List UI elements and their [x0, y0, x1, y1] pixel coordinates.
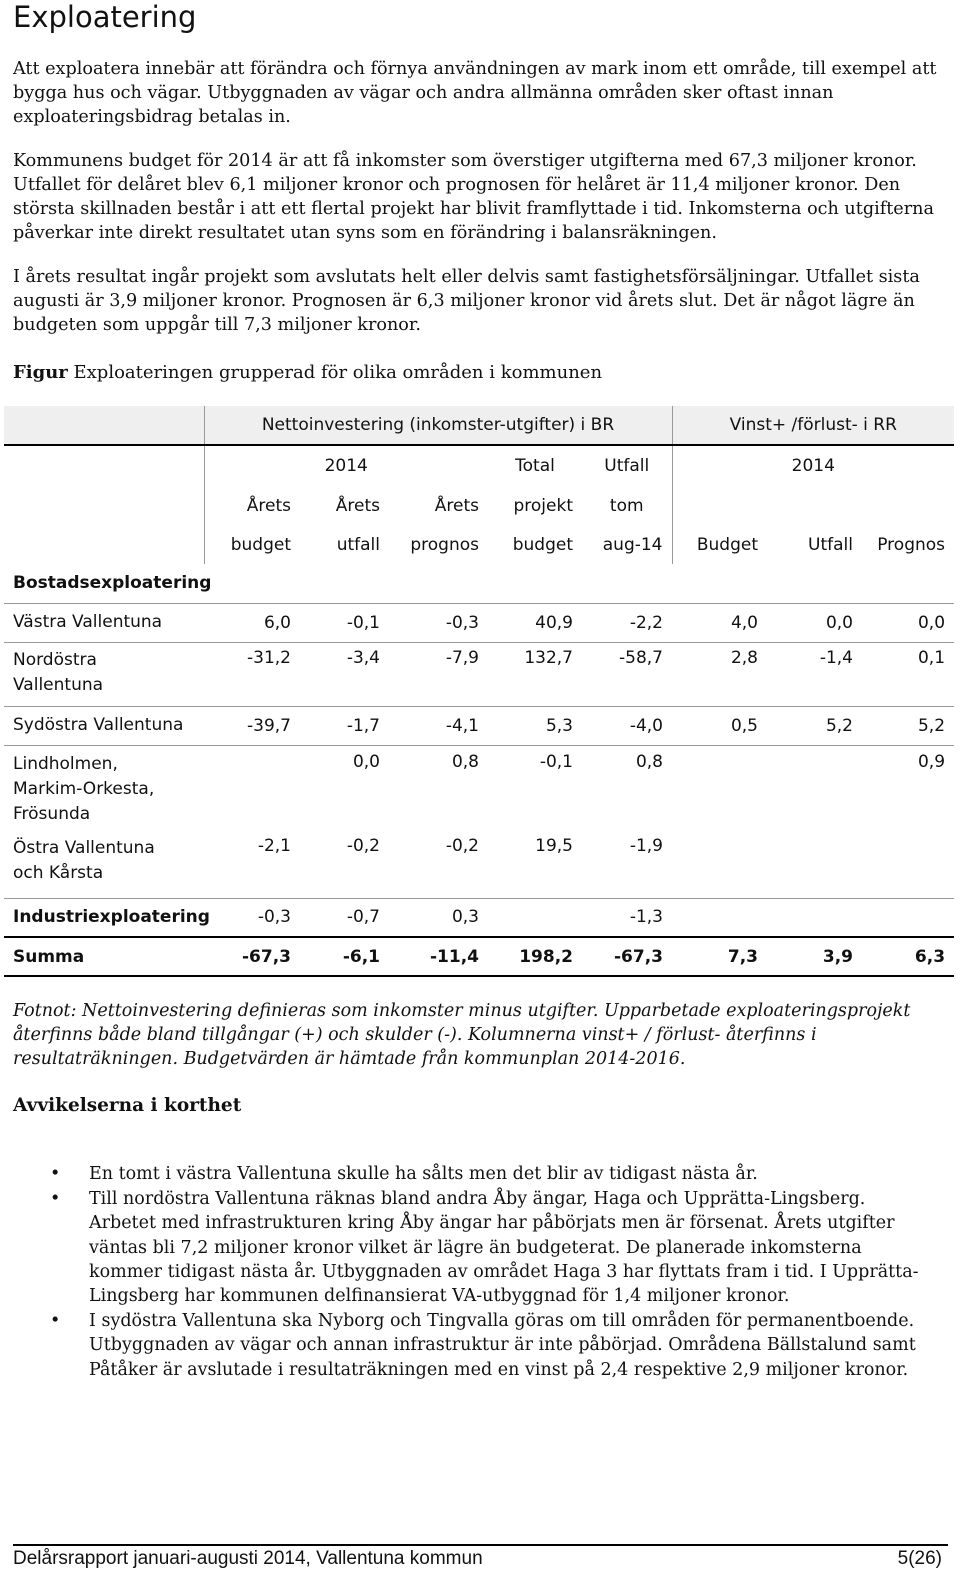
- footer-divider: [13, 1544, 948, 1546]
- header-prognos: prognos: [410, 534, 479, 555]
- table-row: Nordöstra Vallentuna -31,2 -3,4 -7,9 132,7 -58,7 2,8 -1,4 0,1: [4, 642, 954, 706]
- list-item: • I sydöstra Vallentuna ska Nyborg och Tingvalla göras om till områden för permanentboende. Utbyggnaden av vägar och annan infrastruktur är inte påbörjad. Områdena Bällstalund samt Påtåker är avslutade i resultaträkningen med en vinst på 2,4 respektive 2,9 miljoner kronor.: [50, 1311, 916, 1380]
- bullet-icon: •: [50, 1164, 61, 1184]
- header-tom: tom: [609, 495, 644, 516]
- group-header-rr: Vinst+ /förlust- i RR: [672, 406, 954, 445]
- header-projekt: projekt: [513, 495, 573, 516]
- header-rr-utfall: Utfall: [808, 534, 853, 555]
- figure-caption-text: Exploateringen grupperad för olika områden i kommunen: [73, 362, 603, 383]
- page-heading: Exploatering: [13, 0, 197, 34]
- header-aug14: aug-14: [602, 534, 663, 555]
- bullet-icon: •: [50, 1189, 61, 1210]
- table-footnote: Fotnot: Nettoinvestering definieras som inkomster minus utgifter. Upparbetade exploateringsprojekt återfinns både bland tillgångar (+) och skulder (-). Kolumnerna vinst+ / förlust- återfinns i resultaträkningen. Budgetvärden är hämtade från kommunplan 2014-2016.: [13, 1001, 911, 1069]
- header-arets-1: Årets: [204, 486, 300, 525]
- header-rr-budget: Budget: [672, 525, 767, 564]
- exploitation-table: [4, 406, 954, 977]
- paragraph-result: I årets resultat ingår projekt som avslutats helt eller delvis samt fastighetsförsäljningar. Utfallet sista augusti är 3,9 miljoner kronor. Prognosen är 6,3 miljoner kronor vid årets slut. Det är något lägre än budgeten som uppgår till 7,3 miljoner kronor.: [13, 267, 920, 335]
- section-heading: Avvikelserna i korthet: [13, 1095, 242, 1116]
- table-sum-row: Summa -67,3 -6,1 -11,4 198,2 -67,3 7,3 3,9 6,3: [4, 937, 954, 976]
- bullet-icon: •: [50, 1311, 61, 1332]
- group-header-br: Nettoinvestering (inkomster-utgifter) i BR: [204, 406, 672, 445]
- footer-title: Delårsrapport januari-augusti 2014, Vallentuna kommun: [13, 1548, 483, 1569]
- deviation-list: [50, 1162, 930, 1383]
- table-row: Östra Vallentuna och Kårsta -2,1 -0,2 -0,2 19,5 -1,9: [4, 834, 954, 898]
- header-arets-2: Årets: [335, 495, 380, 516]
- table-row: Västra Vallentuna 6,0 -0,1 -0,3 40,9 -2,2 4,0 0,0 0,0: [4, 603, 954, 642]
- list-item: • Till nordöstra Vallentuna räknas bland andra Åby ängar, Haga och Upprätta-Lingsberg. Arbetet med infrastrukturen kring Åby ängar har påbörjats men är försenat. Årets utgifter väntas bli 7,2 miljoner kronor vilket är lägre än budgeterat. De planerade inkomsterna kommer tidigast nästa år. Utbyggnaden av området Haga 3 har flyttats fram i tid. I Upprätta-Lingsberg har kommunen delfinansierat VA-utbyggnad för 1,4 miljoner kronor.: [50, 1189, 919, 1307]
- paragraph-budget: Kommunens budget för 2014 är att få inkomster som överstiger utgifterna med 67,3 miljoner kronor. Utfallet för delåret blev 6,1 miljoner kronor och prognosen för helåret är 11,4 miljoner kronor. Den största skillnaden består i att ett flertal projekt har blivit framflyttade i tid. Inkomsterna och utgifterna påverkar inte direkt resultatet utan syns som en förändring i balansräkningen.: [13, 151, 934, 243]
- header-arets-3: Årets: [434, 495, 479, 516]
- paragraph-intro: Att exploatera innebär att förändra och förnya användningen av mark inom ett område, till exempel att bygga hus och vägar. Utbyggnaden av vägar och andra allmänna områden sker oftast innan exploateringsbidrag betalas in.: [13, 59, 937, 127]
- page-number: 5(26): [897, 1548, 942, 1569]
- figure-label: Figur: [13, 362, 68, 383]
- figure-caption: [13, 361, 602, 385]
- table-row: Sydöstra Vallentuna -39,7 -1,7 -4,1 5,3 -4,0 0,5 5,2 5,2: [4, 706, 954, 745]
- header-budget: budget: [204, 525, 300, 564]
- header-year-br: 2014: [204, 445, 488, 486]
- table-row: Lindholmen, Markim-Orkesta, Frösunda 0,0 0,8 -0,1 0,8 0,9: [13, 751, 946, 824]
- header-utfall: utfall: [336, 534, 380, 555]
- header-total: Total: [515, 456, 555, 476]
- section-bostad: Bostadsexploatering: [4, 564, 204, 603]
- header-year-rr: 2014: [672, 445, 954, 486]
- table-corner: [4, 406, 204, 445]
- header-utfall-tom: Utfall: [604, 456, 650, 476]
- header-projekt-budget: budget: [512, 534, 573, 555]
- list-item: • En tomt i västra Vallentuna skulle ha sålts men det blir av tidigast nästa år.: [50, 1162, 930, 1186]
- table-row: Industriexploatering -0,3 -0,7 0,3 -1,3: [4, 898, 954, 937]
- header-rr-prognos: Prognos: [877, 534, 946, 555]
